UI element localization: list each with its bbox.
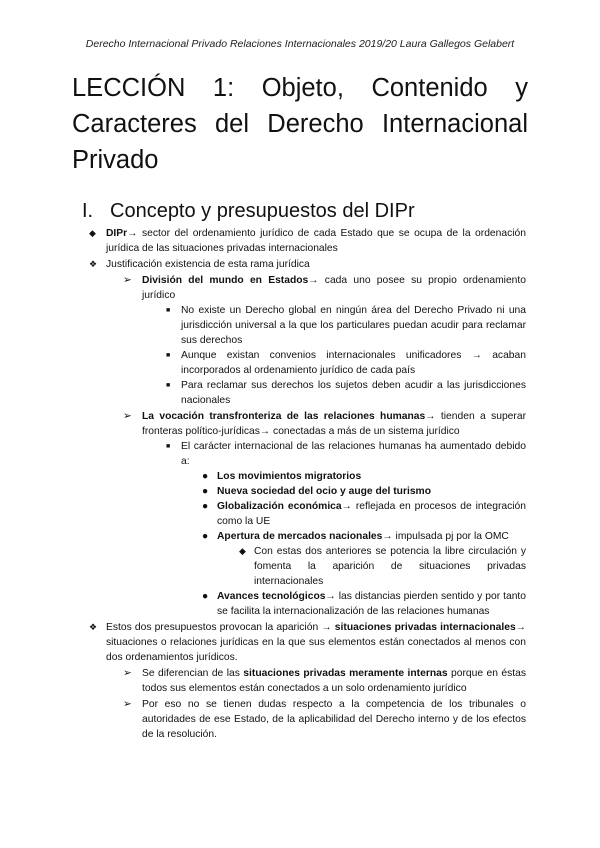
circle-bullet-icon: ● bbox=[202, 591, 209, 602]
bold-term: Nueva sociedad del ocio y auge del turismo bbox=[217, 486, 432, 497]
circle-bullet-icon: ● bbox=[202, 501, 209, 512]
item-text: porque en éstas todos sus elementos están conectados a un solo ordenamiento jurídico bbox=[142, 668, 526, 694]
item-text: → situaciones o relaciones jurídicas en la que sus elementos están conectados al menos con dos ordenamientos jurídicos. bbox=[106, 622, 526, 663]
page-header: Derecho Internacional Privado Relaciones Internacionales 2019/20 Laura Gallegos Gelabert bbox=[85, 38, 515, 50]
item-text: → las distancias pierden sentido y por tanto se facilita la internacionalización de las relaciones humanas bbox=[217, 591, 527, 617]
arrow-bullet-icon: ➢ bbox=[123, 411, 132, 422]
item-text: → impulsada pj por la OMC bbox=[382, 531, 509, 542]
item-text: No existe un Derecho global en ningún área del Derecho Privado ni una jurisdicción universal a la que los particulares puedan acudir para reclamar sus derechos bbox=[181, 305, 526, 346]
item-text: → reflejada en procesos de integración como la UE bbox=[217, 501, 526, 527]
arrow-bullet-icon: ➢ bbox=[123, 668, 132, 679]
bold-term: Los movimientos migratorios bbox=[217, 471, 362, 482]
square-bullet-icon: ■ bbox=[166, 443, 171, 450]
list-item bbox=[202, 484, 526, 499]
item-text: Para reclamar sus derechos los sujetos deben acudir a las jurisdicciones nacionales bbox=[181, 380, 526, 406]
list-item bbox=[89, 620, 526, 665]
list-item bbox=[166, 348, 526, 378]
arrow-bullet-icon: ➢ bbox=[123, 699, 132, 710]
bold-term: Apertura de mercados nacionales bbox=[217, 531, 383, 542]
bold-term: situaciones privadas meramente internas bbox=[243, 668, 448, 679]
list-item bbox=[202, 499, 526, 529]
item-text: El carácter internacional de las relaciones humanas ha aumentado debido a: bbox=[181, 441, 526, 467]
diamond-bullet-icon: ◆ bbox=[89, 228, 96, 238]
fleuron-bullet-icon: ❖ bbox=[89, 622, 98, 632]
list-item bbox=[123, 273, 526, 303]
list-item bbox=[123, 697, 526, 742]
list-item bbox=[123, 409, 526, 439]
circle-bullet-icon: ● bbox=[202, 531, 209, 542]
list-item bbox=[89, 257, 526, 272]
section-number: I. bbox=[82, 200, 94, 222]
lesson-title: LECCIÓN 1: Objeto, Contenido y Caracteres del Derecho Internacional Privado bbox=[72, 74, 528, 174]
square-bullet-icon: ■ bbox=[166, 307, 171, 314]
list-item bbox=[166, 303, 526, 348]
list-item bbox=[123, 666, 526, 696]
square-bullet-icon: ■ bbox=[166, 352, 171, 359]
document-body bbox=[0, 226, 600, 742]
item-text: Se diferencian de las bbox=[142, 668, 244, 679]
item-text: → tienden a superar fronteras político-jurídicas→ conectadas a más de un sistema jurídico bbox=[142, 411, 526, 437]
section-title: Concepto y presupuestos del DIPr bbox=[110, 200, 415, 222]
circle-bullet-icon: ● bbox=[202, 471, 209, 482]
fleuron-bullet-icon: ❖ bbox=[89, 259, 98, 269]
item-text: → sector del ordenamiento jurídico de cada Estado que se ocupa de la ordenación jurídica de las situaciones privadas internacionales bbox=[106, 228, 526, 254]
item-text: Estos dos presupuestos provocan la aparición → bbox=[106, 622, 335, 633]
item-text: Justificación existencia de esta rama jurídica bbox=[106, 259, 310, 270]
bold-term: Globalización económica bbox=[217, 501, 342, 512]
list-item bbox=[202, 589, 527, 619]
item-text: → cada uno posee su propio ordenamiento jurídico bbox=[142, 275, 526, 301]
bold-term: La vocación transfronteriza de las relaciones humanas bbox=[142, 411, 426, 422]
item-text: Por eso no se tienen dudas respecto a la competencia de los tribunales o autoridades de ese Estado, de la aplicabilidad del Derecho interno y de los efectos de la resolución. bbox=[142, 699, 526, 740]
list-item bbox=[239, 544, 526, 589]
list-item bbox=[166, 439, 526, 469]
bold-term: situaciones privadas internacionales bbox=[334, 622, 516, 633]
list-item bbox=[89, 226, 526, 256]
arrow-bullet-icon: ➢ bbox=[123, 275, 132, 286]
bold-term: Avances tecnológicos bbox=[217, 591, 326, 602]
bold-term: DIPr bbox=[106, 228, 128, 239]
diamond-bullet-icon: ◆ bbox=[239, 546, 246, 556]
circle-bullet-icon: ● bbox=[202, 486, 209, 497]
list-item bbox=[202, 469, 526, 484]
list-item bbox=[202, 529, 526, 544]
list-item bbox=[166, 378, 526, 408]
square-bullet-icon: ■ bbox=[166, 382, 171, 389]
section-heading bbox=[82, 200, 522, 223]
bold-term: División del mundo en Estados bbox=[142, 275, 309, 286]
item-text: Con estas dos anteriores se potencia la libre circulación y fomenta la aparición de situaciones privadas internacionales bbox=[254, 546, 526, 587]
item-text: Aunque existan convenios internacionales unificadores → acaban incorporados al ordenamiento jurídico de cada país bbox=[181, 350, 526, 376]
